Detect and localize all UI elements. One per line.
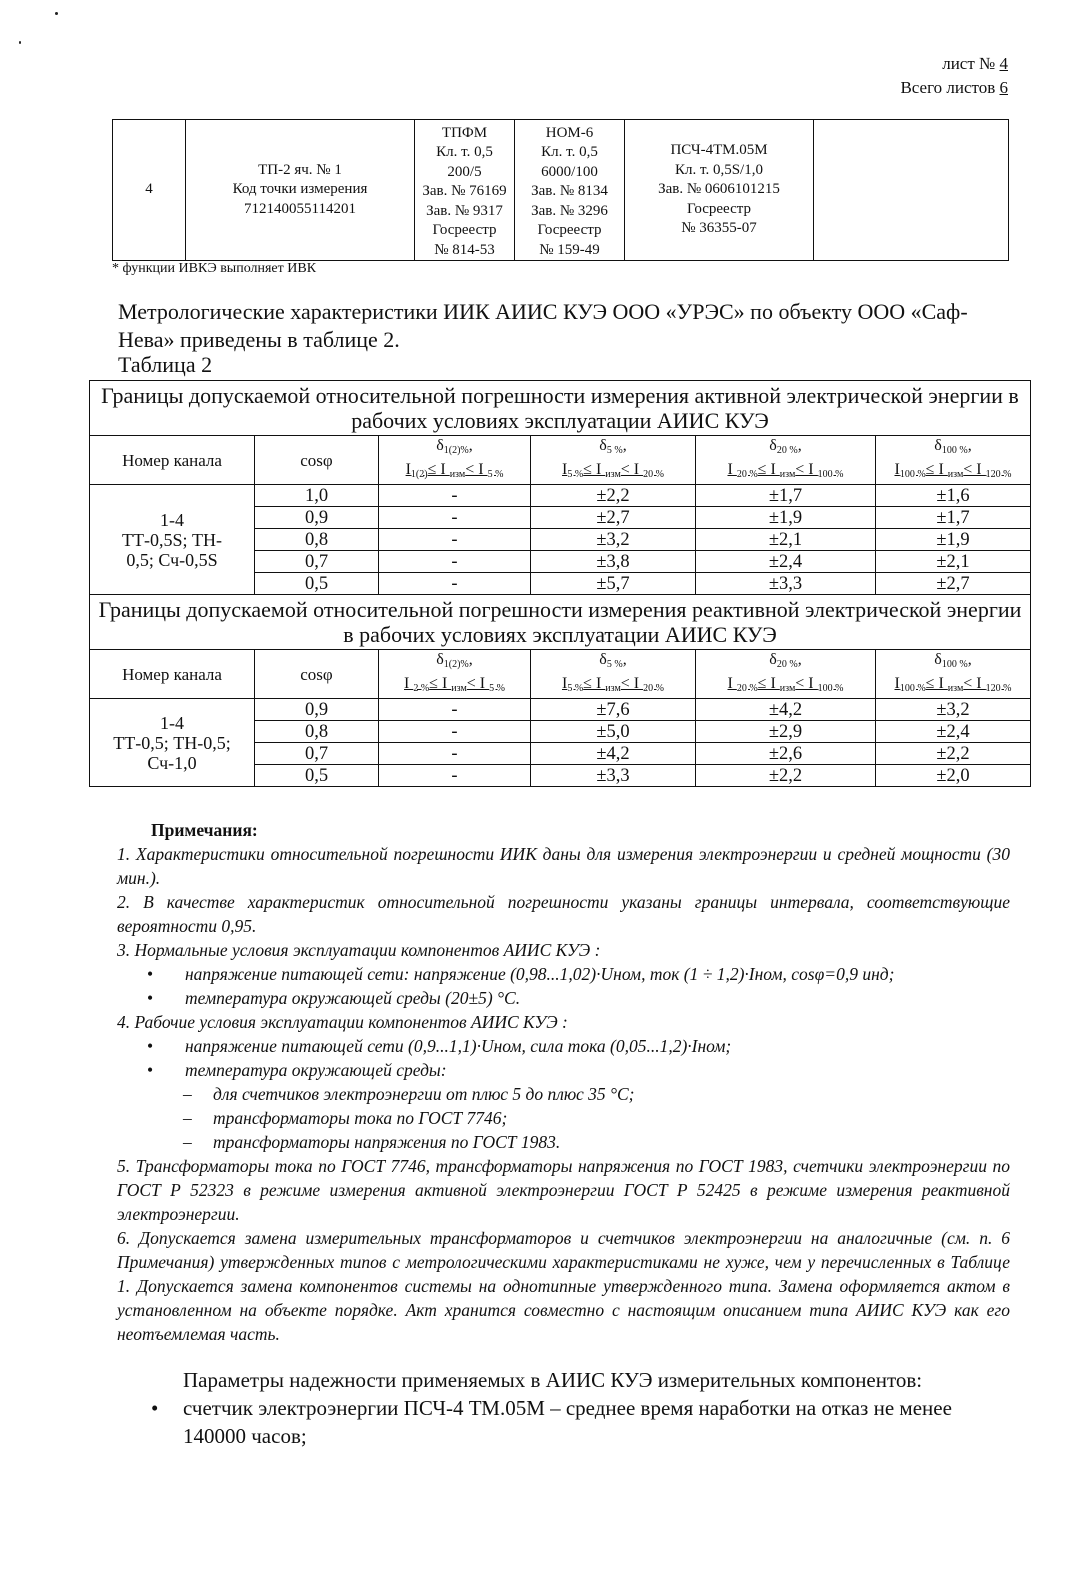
cell-d20: ±3,3 [696, 573, 876, 595]
cell-d1: - [379, 529, 531, 551]
reactive-channel-cell: 1-4 ТТ-0,5; ТН-0,5; Сч-1,0 [90, 699, 255, 787]
cell-d5: ±3,2 [531, 529, 696, 551]
cell-measurement-point: ТП-2 яч. № 1 Код точки измерения 712140055114201 [186, 120, 415, 261]
header-d5: $\delta_{5 \%}$, $I_{5 \%}\le I$ $_{изм}$< I $_{20 \%}$ [531, 650, 696, 699]
cell-d1: - [379, 743, 531, 765]
cell-row-number: 4 [113, 120, 186, 261]
cell-cos: 0,8 [255, 529, 379, 551]
table-1-continuation [112, 119, 1009, 261]
header-row [90, 436, 1031, 485]
cell-d5: ±2,7 [531, 507, 696, 529]
note-3: 3. Нормальные условия эксплуатации компонентов АИИС КУЭ : [117, 940, 601, 960]
header-d100: $\delta_{100 \%}$, $I_{100 \%}\le I$ $_{изм}$< I $_{120 \%}$ [876, 436, 1031, 485]
cell-d20: ±2,1 [696, 529, 876, 551]
header-d1: $\delta_{1(2)\%}$, I $_{2 \%}$≤ I $_{изм}$< I $_{5 \%}$ [379, 650, 531, 699]
cell-cos: 0,7 [255, 743, 379, 765]
header-row [90, 650, 1031, 699]
header-channel: Номер канала [90, 436, 255, 485]
cell-cos: 0,8 [255, 721, 379, 743]
note-6: 6. Допускается замена измерительных трансформаторов и счетчиков электроэнергии на аналогичные (см. п. 6 Примечания) утвержденных типов с метрологическими характеристиками не хуже, чем у перечисленных в Таблице 1. Допускается замена компонентов системы на однотипные утвержденного типа. Замена оформляется актом в установленном на объекте порядке. Акт хранится совместно с настоящим описанием типа АИИС КУЭ как его неотъемлемая часть. [117, 1228, 1010, 1344]
header-cos: cosφ [255, 650, 379, 699]
cell-d1: - [379, 721, 531, 743]
cell-d1: - [379, 765, 531, 787]
cell-cos: 1,0 [255, 485, 379, 507]
sheet-label: лист № [942, 54, 996, 73]
cell-d20: ±4,2 [696, 699, 876, 721]
cell-cos: 0,7 [255, 551, 379, 573]
cell-d5: ±7,6 [531, 699, 696, 721]
note-1: 1. Характеристики относительной погрешности ИИК даны для измерения электроэнергии и средней мощности (30 мин.). [117, 844, 1010, 888]
note-4-dash-2: – трансформаторы тока по ГОСТ 7746; [117, 1106, 1010, 1130]
cell-d20: ±2,2 [696, 765, 876, 787]
cell-d5: ±3,8 [531, 551, 696, 573]
notes-heading: Примечания: [151, 820, 258, 840]
header-cos: cosφ [255, 436, 379, 485]
notes-section [117, 818, 1010, 1346]
header-d1: $\delta_{1(2)\%}$, $I_{1(2)}\le I$ $_{изм}$< I $_{5 \%}$ [379, 436, 531, 485]
cell-d20: ±1,7 [696, 485, 876, 507]
cell-d5: ±5,7 [531, 573, 696, 595]
table-caption: Таблица 2 [118, 352, 213, 377]
header-d5: $\delta_{5 \%}$, $I_{5 \%}\le I$ $_{изм}$< I $_{20 \%}$ [531, 436, 696, 485]
cell-d100: ±2,2 [876, 743, 1031, 765]
cell-d5: ±3,3 [531, 765, 696, 787]
note-4-bullet-2: • температура окружающей среды: [117, 1058, 1010, 1082]
cell-d100: ±1,7 [876, 507, 1031, 529]
cell-d100: ±2,1 [876, 551, 1031, 573]
section-title-row [90, 381, 1031, 436]
cell-d5: ±5,0 [531, 721, 696, 743]
cell-d100: ±3,2 [876, 699, 1031, 721]
intro-paragraph: Метрологические характеристики ИИК АИИС КУЭ ООО «УРЭС» по объекту ООО «Саф-Нева» приведены в таблице 2. [118, 299, 968, 352]
scan-speck [55, 12, 58, 15]
cell-d5: ±2,2 [531, 485, 696, 507]
cell-d20: ±2,4 [696, 551, 876, 573]
cell-d100: ±1,6 [876, 485, 1031, 507]
cell-d1: - [379, 699, 531, 721]
section-title-row [90, 595, 1031, 650]
cell-d1: - [379, 485, 531, 507]
header-d20: $\delta_{20 \%}$, I $_{20 \%}$≤ I $_{изм}$< I $_{100 \%}$ [696, 436, 876, 485]
cell-d100: ±2,7 [876, 573, 1031, 595]
total-number: 6 [999, 78, 1008, 97]
cell-empty [814, 120, 1009, 261]
note-4-bullet-1: • напряжение питающей сети (0,9...1,1)·Uном, сила тока (0,05...1,2)·Iном; [117, 1034, 1010, 1058]
cell-meter: ПСЧ-4ТМ.05М Кл. т. 0,5S/1,0 Зав. № 0606101215 Госреестр № 36355-07 [625, 120, 814, 261]
cell-cos: 0,9 [255, 507, 379, 529]
note-4-dash-3: – трансформаторы напряжения по ГОСТ 1983. [117, 1130, 1010, 1154]
reliability-section [183, 1366, 1013, 1450]
header-channel: Номер канала [90, 650, 255, 699]
note-5: 5. Трансформаторы тока по ГОСТ 7746, трансформаторы напряжения по ГОСТ 1983, счетчики электроэнергии по ГОСТ Р 52323 в режиме измерения активной электроэнергии ГОСТ Р 52425 в режиме измерения реактивной электроэнергии. [117, 1156, 1010, 1224]
note-3-bullet-2: • температура окружающей среды (20±5) °С. [117, 986, 1010, 1010]
sheet-info [900, 52, 1008, 100]
sheet-number: 4 [999, 54, 1008, 73]
table-row [90, 699, 1031, 721]
table-2 [89, 380, 1031, 787]
scan-speck [19, 41, 21, 44]
note-2: 2. В качестве характеристик относительной погрешности указаны границы интервала, соответствующие вероятности 0,95. [117, 892, 1010, 936]
cell-d20: ±1,9 [696, 507, 876, 529]
note-4: 4. Рабочие условия эксплуатации компонентов АИИС КУЭ : [117, 1012, 568, 1032]
active-energy-title: Границы допускаемой относительной погрешности измерения активной электрической энергии в рабочих условиях эксплуатации АИИС КУЭ [90, 381, 1031, 436]
cell-cos: 0,5 [255, 765, 379, 787]
cell-d20: ±2,9 [696, 721, 876, 743]
cell-d20: ±2,6 [696, 743, 876, 765]
header-d100: $\delta_{100 \%}$, $I_{100 \%}\le I$ $_{изм}$< I $_{120 \%}$ [876, 650, 1031, 699]
active-channel-cell: 1-4 ТТ-0,5S; ТН- 0,5; Сч-0,5S [90, 485, 255, 595]
note-3-bullet-1: • напряжение питающей сети: напряжение (0,98...1,02)·Uном, ток (1 ÷ 1,2)·Iном, cosφ=0,9 инд; [117, 962, 1010, 986]
cell-d100: ±1,9 [876, 529, 1031, 551]
reactive-energy-title: Границы допускаемой относительной погрешности измерения реактивной электрической энергии в рабочих условиях эксплуатации АИИС КУЭ [90, 595, 1031, 650]
cell-d1: - [379, 551, 531, 573]
table-row [113, 120, 1009, 261]
cell-cos: 0,5 [255, 573, 379, 595]
header-d20: $\delta_{20 \%}$, I $_{20 \%}$≤ I $_{изм}$< I $_{100 \%}$ [696, 650, 876, 699]
reliability-intro: Параметры надежности применяемых в АИИС КУЭ измерительных компонентов: [183, 1368, 923, 1392]
cell-d1: - [379, 573, 531, 595]
cell-d5: ±4,2 [531, 743, 696, 765]
cell-d100: ±2,0 [876, 765, 1031, 787]
table-row [90, 485, 1031, 507]
cell-d100: ±2,4 [876, 721, 1031, 743]
total-label: Всего листов [900, 78, 996, 97]
cell-cos: 0,9 [255, 699, 379, 721]
table-footnote: * функции ИВКЭ выполняет ИВК [112, 261, 317, 276]
reliability-bullet-1: • счетчик электроэнергии ПСЧ-4 ТМ.05М – среднее время наработки на отказ не менее 140000 часов; [147, 1394, 1013, 1450]
cell-voltage-transformer: НОМ-6 Кл. т. 0,5 6000/100 Зав. № 8134 Зав. № 3296 Госреестр № 159-49 [515, 120, 625, 261]
cell-d1: - [379, 507, 531, 529]
cell-current-transformer: ТПФМ Кл. т. 0,5 200/5 Зав. № 76169 Зав. № 9317 Госреестр № 814-53 [415, 120, 515, 261]
note-4-dash-1: – для счетчиков электроэнергии от плюс 5 до плюс 35 °С; [117, 1082, 1010, 1106]
